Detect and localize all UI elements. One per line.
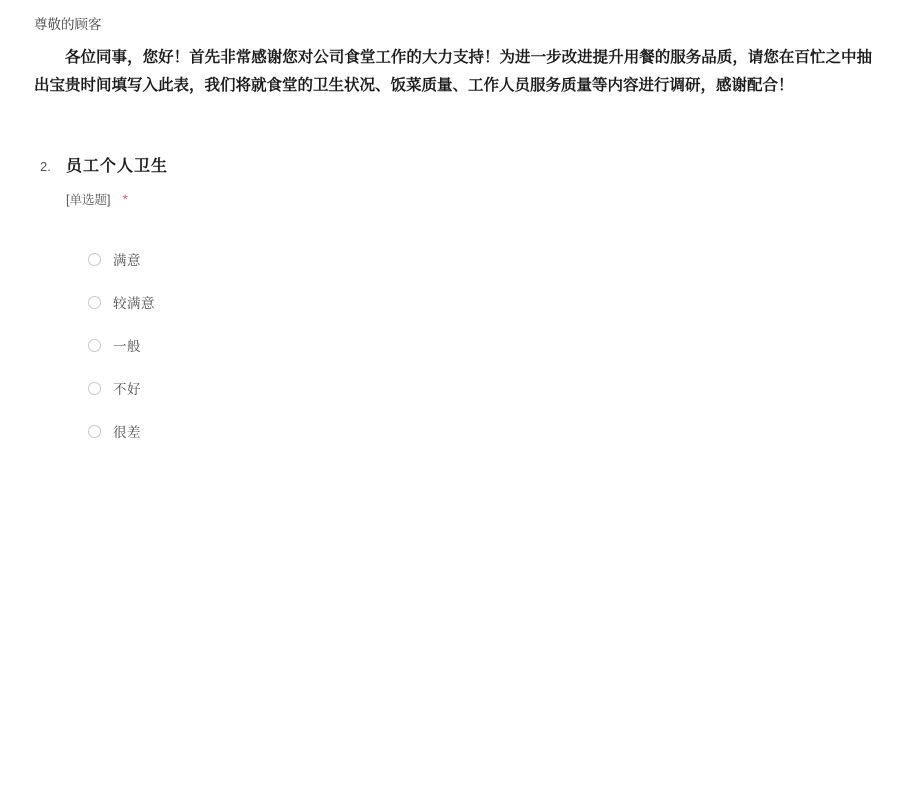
question-meta <box>66 190 880 208</box>
option-label[interactable]: 不好 <box>113 382 141 398</box>
option-label[interactable]: 较满意 <box>113 296 155 312</box>
radio-button-icon[interactable] <box>88 382 101 395</box>
question-title: 员工个人卫生 <box>66 157 169 175</box>
option-label[interactable]: 满意 <box>113 253 141 269</box>
required-asterisk-icon: * <box>122 190 128 207</box>
option-label[interactable]: 很差 <box>113 425 141 441</box>
option-label[interactable]: 一般 <box>113 339 141 355</box>
option-row[interactable] <box>88 324 880 367</box>
salutation-text: 尊敬的顾客 <box>34 17 102 32</box>
option-row[interactable] <box>88 410 880 453</box>
intro-paragraph: 各位同事，您好！首先非常感谢您对公司食堂工作的大力支持！为进一步改进提升用餐的服务品质，请您在百忙之中抽出宝贵时间填写入此表，我们将就食堂的卫生状况、饭菜质量、工作人员服务质量等内容进行调研，感谢配合！ <box>34 48 872 95</box>
question-block-2 <box>40 153 880 453</box>
radio-button-icon[interactable] <box>88 339 101 352</box>
radio-button-icon[interactable] <box>88 296 101 309</box>
option-row[interactable] <box>88 238 880 281</box>
option-row[interactable] <box>88 367 880 410</box>
radio-button-icon[interactable] <box>88 425 101 438</box>
question-type-label: [单选题] <box>66 192 111 207</box>
question-number: 2. <box>40 158 51 174</box>
options-list <box>88 238 880 453</box>
option-row[interactable] <box>88 281 880 324</box>
radio-button-icon[interactable] <box>88 253 101 266</box>
question-header <box>40 153 880 176</box>
